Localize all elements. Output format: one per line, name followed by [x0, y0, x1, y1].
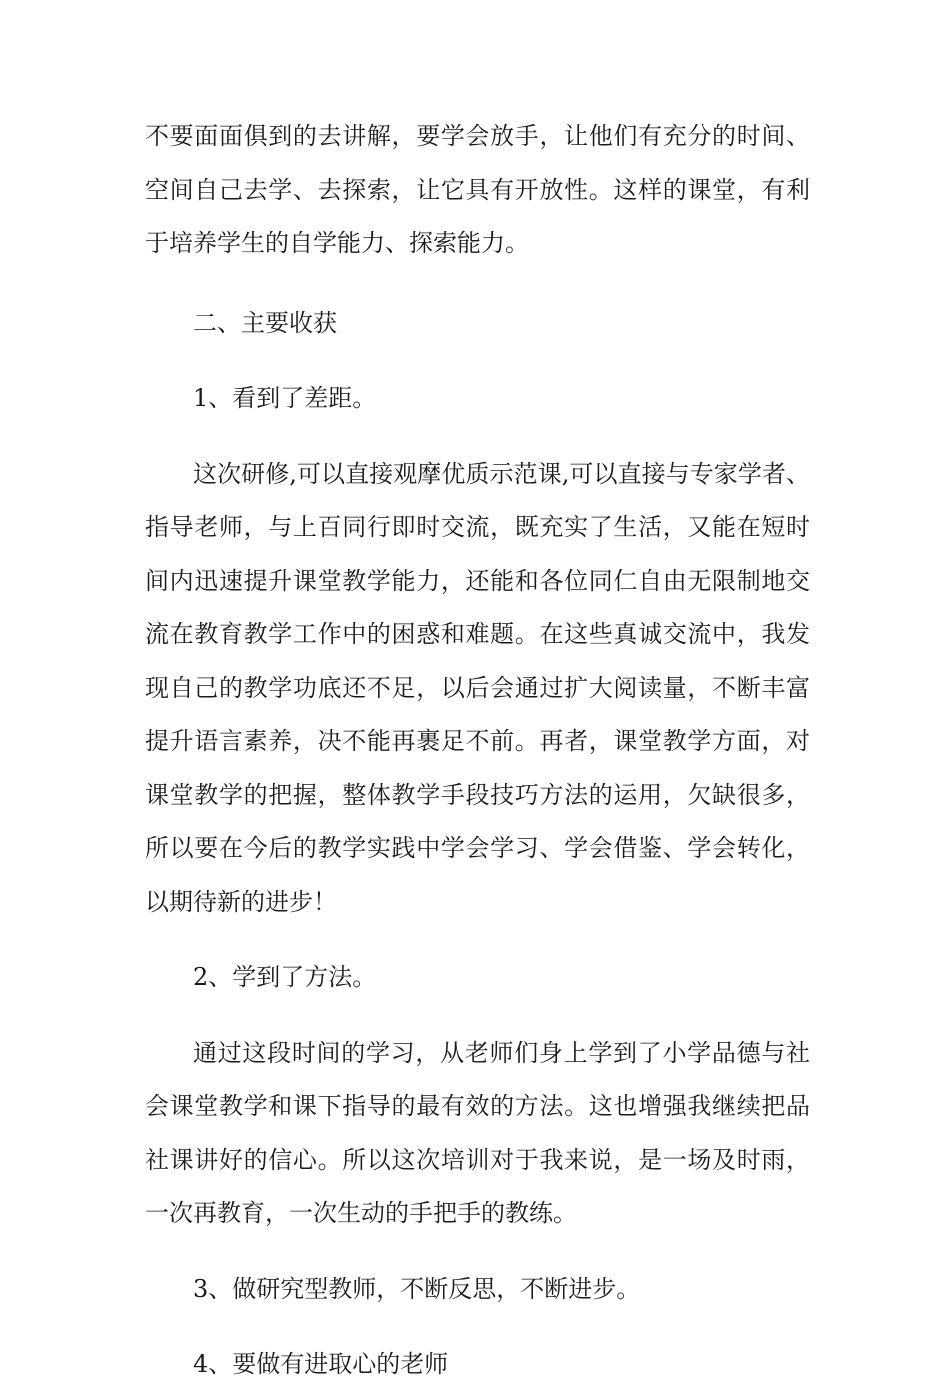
subheading-motivated-teacher: 4、要做有进取心的老师 [193, 1350, 449, 1378]
paragraph-study-reflection: 这次研修,可以直接观摩优质示范课,可以直接与专家学者、指导老师，与上百同行即时交流，既充实了生活，又能在短时间内迅速提升课堂教学能力，还能和各位同仁自由无限制地交流在教育教学工作中的困惑和难题。在这些真诚交流中，我发现自己的教学功底还不足，以后会通过扩大阅读量，不断丰富提升语言素养，决不能再裹足不前。再者，课堂教学方面，对课堂教学的把握，整体教学手段技巧方法的运用，欠缺很多，所以要在今后的教学实践中学会学习、学会借鉴、学会转化，以期待新的进步！ [145, 459, 810, 916]
subheading-research-teacher: 3、做研究型教师，不断反思，不断进步。 [193, 1274, 641, 1303]
paragraph-method: 通过这段时间的学习，从老师们身上学到了小学品德与社会课堂教学和课下指导的最有效的方法。这也增强我继续把品社课讲好的信心。所以这次培训对于我来说，是一场及时雨，一次再教育，一次生动的手把手的教练。 [145, 1038, 810, 1227]
subheading-method: 2、学到了方法。 [193, 963, 377, 991]
section-heading-main-gains: 二、主要收获 [193, 308, 337, 337]
paragraph-continued: 不要面面俱到的去讲解，要学会放手，让他们有充分的时间、空间自己去学、去探索，让它具有开放性。这样的课堂，有利于培养学生的自学能力、探索能力。 [145, 122, 810, 257]
subheading-gap: 1、看到了差距。 [193, 384, 377, 412]
document-body [145, 110, 810, 1392]
